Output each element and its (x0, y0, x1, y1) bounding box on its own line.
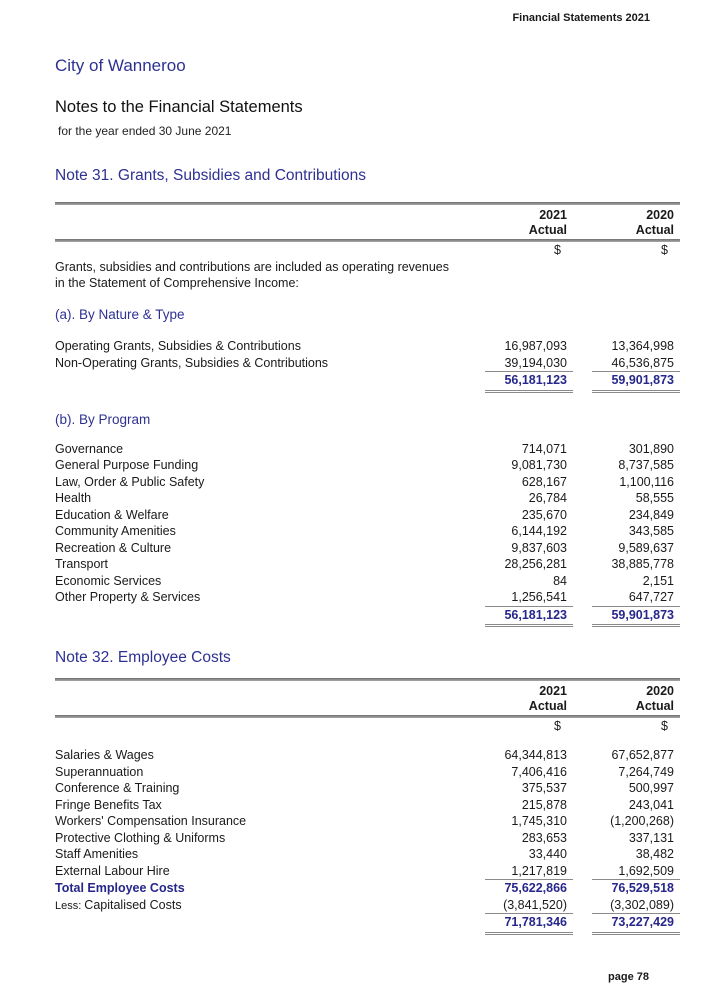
value-2021: 1,745,310 (511, 814, 567, 828)
total-2020: 59,901,873 (592, 607, 680, 628)
section-b-heading: (b). By Program (55, 411, 151, 427)
value-2021: 375,537 (521, 781, 567, 795)
page-title: City of Wanneroo (55, 56, 186, 75)
row-label: Economic Services (55, 573, 162, 588)
table-row (55, 556, 680, 573)
col-header-2020: 2020 (646, 684, 674, 698)
note-32-title: Note 32. Employee Costs (55, 649, 231, 666)
value-2020: 38,885,778 (611, 557, 674, 571)
table-row (55, 813, 680, 830)
row-label: Governance (55, 441, 124, 456)
value-2021: 215,878 (521, 797, 567, 812)
page-number: page 78 (608, 971, 649, 983)
table-row (55, 474, 680, 491)
row-label: Protective Clothing & Uniforms (55, 830, 226, 845)
table-row (55, 846, 680, 863)
table-row (55, 338, 680, 355)
dollar-sign-2020: $ (661, 243, 668, 257)
row-label: Other Property & Services (55, 590, 201, 604)
row-label: Health (55, 491, 92, 505)
dollar-sign-2021: $ (554, 719, 561, 733)
value-2020: 500,997 (628, 781, 674, 795)
value-2020: 38,482 (635, 847, 674, 861)
row-label: Superannuation (55, 764, 144, 779)
value-2020: 1,692,509 (592, 863, 680, 881)
total-2021: 56,181,123 (485, 372, 573, 393)
year-header-row (55, 205, 680, 223)
value-2021: (3,841,520) (485, 897, 573, 915)
net-total-2020: 73,227,429 (592, 914, 680, 935)
row-label: Conference & Training (55, 781, 180, 795)
row-label: General Purpose Funding (55, 458, 199, 472)
net-employee-costs-row (55, 914, 680, 935)
value-2020: 13,364,998 (611, 339, 674, 353)
col-subheader-actual-2020: Actual (635, 699, 674, 713)
col-subheader-actual-2021: Actual (528, 223, 567, 237)
row-label: External Labour Hire (55, 863, 170, 878)
table-row (55, 863, 680, 881)
value-2020: (1,200,268) (610, 814, 674, 828)
row-label: Recreation & Culture (55, 540, 172, 555)
col-header-2021: 2021 (539, 684, 567, 698)
value-2021: 714,071 (521, 441, 567, 456)
dollar-sign-2021: $ (554, 243, 561, 257)
table-row (55, 573, 680, 590)
less-prefix: Less: (55, 899, 82, 912)
intro-line-1: Grants, subsidies and contributions are included as operating revenues (55, 260, 449, 274)
table-row (55, 540, 680, 557)
value-2020: 1,100,116 (619, 474, 674, 489)
value-2020: 301,890 (628, 441, 674, 456)
dollar-row (55, 718, 680, 735)
value-2021: 283,653 (521, 830, 567, 845)
row-label: Salaries & Wages (55, 748, 154, 762)
row-label: Staff Amenities (55, 847, 139, 861)
col-header-2020: 2020 (646, 208, 674, 222)
value-2021: 9,081,730 (511, 458, 567, 472)
value-2020: 9,589,637 (618, 540, 674, 555)
nature-type-total-row (55, 372, 680, 393)
value-2021: 6,144,192 (511, 524, 567, 538)
value-2020: 58,555 (635, 491, 674, 505)
doc-subtitle: Notes to the Financial Statements (55, 98, 303, 116)
row-label: Fringe Benefits Tax (55, 797, 162, 812)
table-row (55, 441, 680, 458)
less-label: Capitalised Costs (84, 897, 182, 912)
intro-line-2: in the Statement of Comprehensive Income: (55, 275, 299, 290)
value-2021: 235,670 (521, 507, 567, 522)
row-label: Law, Order & Public Safety (55, 474, 205, 489)
table-row (55, 747, 680, 764)
total-employee-costs-row (55, 880, 680, 897)
note-31-intro (55, 260, 680, 291)
value-2020: 337,131 (628, 830, 674, 845)
value-2020: 8,737,585 (618, 458, 674, 472)
value-2021: 9,837,603 (511, 540, 567, 555)
value-2020: (3,302,089) (592, 897, 680, 915)
value-2021: 16,987,093 (504, 339, 567, 353)
row-label: Non-Operating Grants, Subsidies & Contributions (55, 355, 329, 370)
table-row (55, 457, 680, 474)
value-2021: 64,344,813 (504, 748, 567, 762)
col-subheader-actual-2021: Actual (528, 699, 567, 713)
note-31-title: Note 31. Grants, Subsidies and Contributions (55, 167, 367, 184)
value-2020: 647,727 (592, 589, 680, 607)
value-2021: 33,440 (528, 847, 567, 861)
value-2020: 234,849 (628, 507, 674, 522)
table-row (55, 830, 680, 847)
table-row (55, 589, 680, 607)
value-2021: 7,406,416 (511, 764, 567, 779)
table-row (55, 490, 680, 507)
total-2021: 56,181,123 (485, 607, 573, 628)
dollar-row (55, 242, 680, 259)
value-2021: 1,256,541 (485, 589, 573, 607)
value-2021: 1,217,819 (485, 863, 573, 881)
table-row (55, 507, 680, 524)
table-row (55, 780, 680, 797)
row-label: Community Amenities (55, 524, 176, 538)
value-2020: 7,264,749 (618, 764, 674, 779)
row-label: Operating Grants, Subsidies & Contributions (55, 339, 301, 353)
note-31-section (55, 166, 680, 627)
value-2020: 243,041 (628, 797, 674, 812)
value-2021: 28,256,281 (504, 557, 567, 571)
row-label: Education & Welfare (55, 507, 169, 522)
section-a-heading: (a). By Nature & Type (55, 307, 185, 322)
col-subheader-actual-2020: Actual (635, 223, 674, 237)
value-2021: 39,194,030 (485, 355, 573, 373)
col-header-2021: 2021 (539, 208, 567, 222)
value-2020: 67,652,877 (611, 748, 674, 762)
note-32-section (55, 648, 680, 935)
employee-cost-rows (55, 747, 680, 880)
year-header-row (55, 681, 680, 699)
nature-type-rows (55, 338, 680, 372)
net-total-2021: 71,781,346 (485, 914, 573, 935)
reporting-period: for the year ended 30 June 2021 (58, 124, 232, 138)
value-2021: 84 (553, 573, 567, 588)
doc-header-text: Financial Statements 2021 (512, 12, 650, 24)
actual-header-row (55, 699, 680, 714)
dollar-sign-2020: $ (661, 719, 668, 733)
row-label: Workers' Compensation Insurance (55, 814, 247, 828)
value-2020: 2,151 (642, 573, 674, 588)
doc-header (55, 12, 680, 25)
program-rows (55, 441, 680, 607)
value-2020: 343,585 (628, 524, 674, 538)
actual-header-row (55, 223, 680, 238)
value-2021: 26,784 (528, 491, 567, 505)
less-capitalised-costs-row (55, 897, 680, 915)
value-2020: 46,536,875 (592, 355, 680, 373)
table-row (55, 523, 680, 540)
total-2021: 75,622,866 (504, 881, 567, 895)
value-2021: 628,167 (521, 474, 567, 489)
total-2020: 59,901,873 (592, 372, 680, 393)
total-2020: 76,529,518 (611, 881, 674, 895)
table-row (55, 797, 680, 814)
row-label: Transport (55, 557, 109, 571)
table-row (55, 355, 680, 373)
program-total-row (55, 607, 680, 628)
total-employee-costs-label: Total Employee Costs (55, 881, 185, 895)
table-row (55, 764, 680, 781)
